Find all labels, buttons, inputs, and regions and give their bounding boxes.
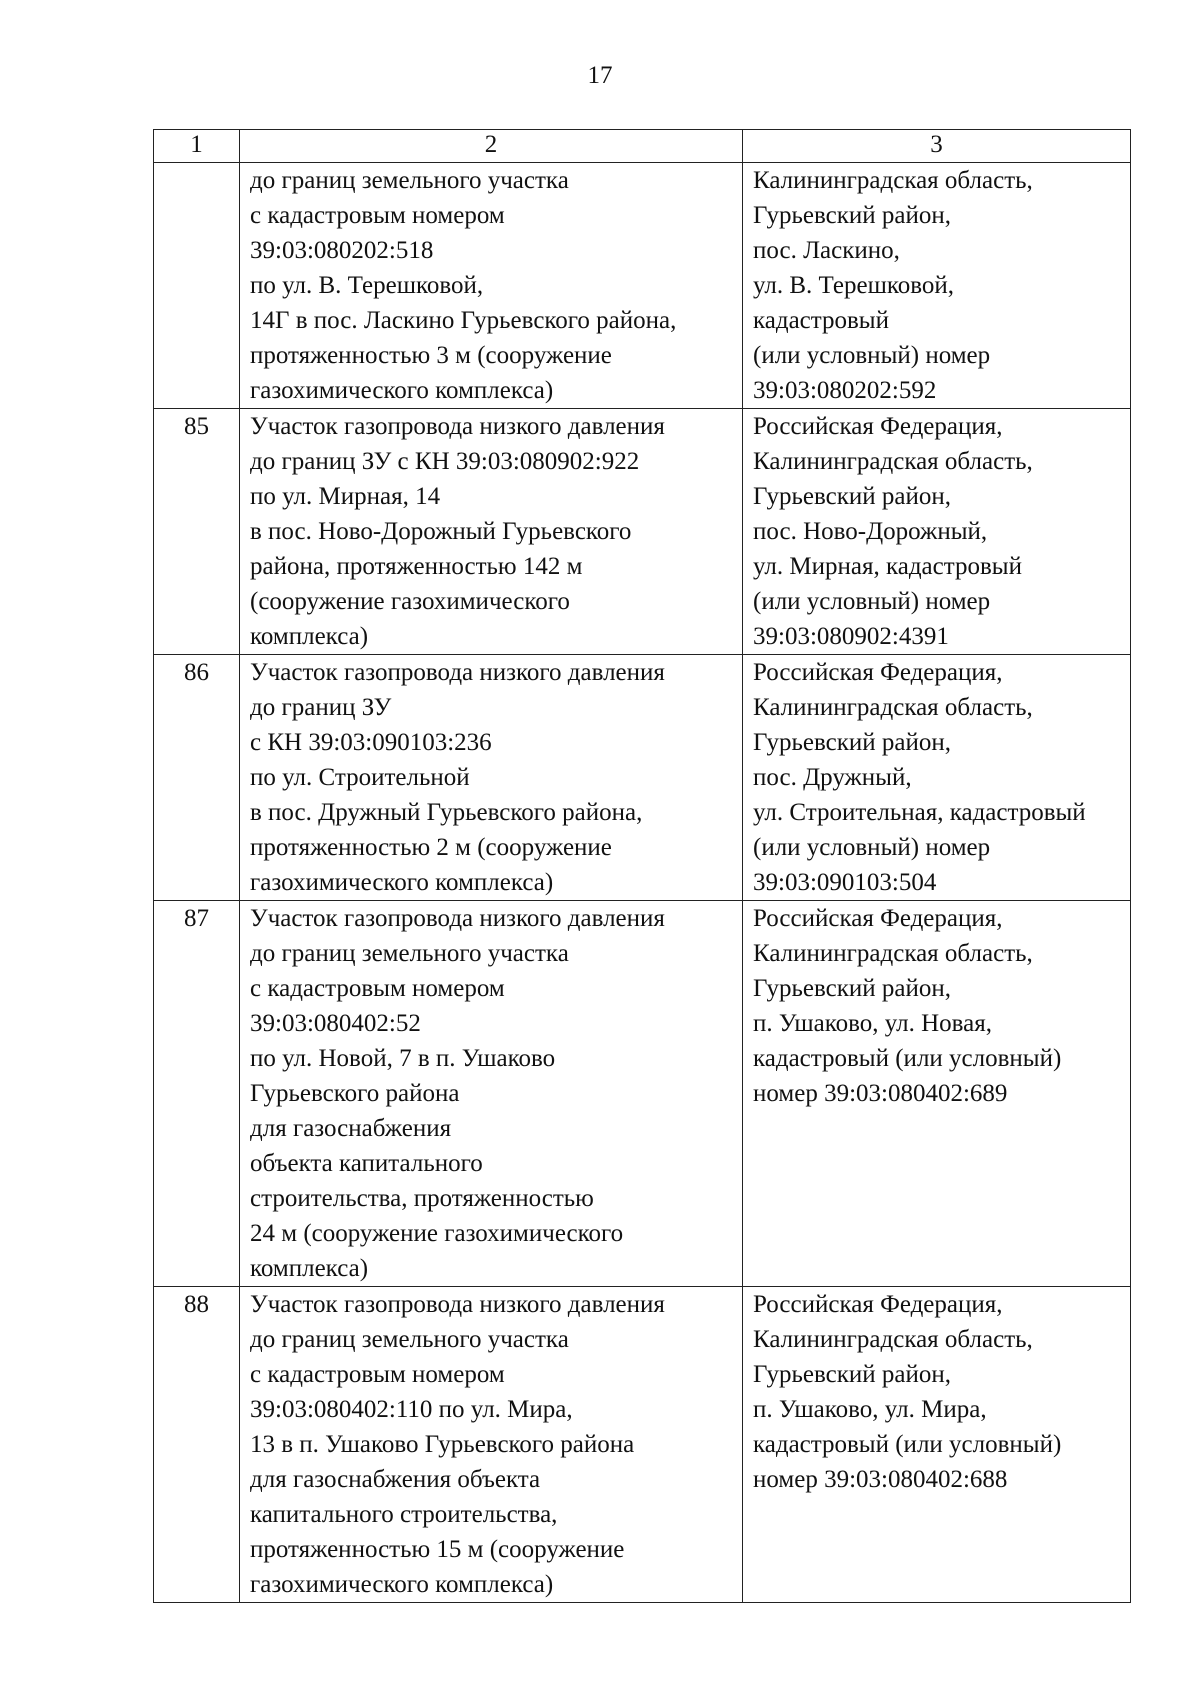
object-description <box>240 1287 743 1603</box>
description-line: с кадастровым номером <box>250 202 505 229</box>
description-line: до границ ЗУ <box>250 694 392 721</box>
address-line: кадастровый <box>753 307 889 334</box>
object-address <box>743 901 1131 1287</box>
description-line: 13 в п. Ушаково Гурьевского района <box>250 1431 635 1458</box>
object-address <box>743 409 1131 655</box>
object-address <box>743 1287 1131 1603</box>
description-line: по ул. Новой, 7 в п. Ушаково <box>250 1045 556 1072</box>
address-line: 39:03:080202:592 <box>753 377 937 404</box>
description-line: Участок газопровода низкого давления <box>250 659 665 686</box>
header-row <box>154 130 1131 163</box>
description-line: 39:03:080402:52 <box>250 1010 421 1037</box>
address-line: Калининградская область, <box>753 167 1033 194</box>
description-line: капитального строительства, <box>250 1501 558 1528</box>
address-line: кадастровый (или условный) <box>753 1045 1062 1072</box>
object-description <box>240 901 743 1287</box>
description-line: по ул. Строительной <box>250 764 470 791</box>
description-line: Участок газопровода низкого давления <box>250 413 665 440</box>
address-line: Российская Федерация, <box>753 413 1003 440</box>
row-number: 85 <box>154 409 240 655</box>
description-line: по ул. В. Терешковой, <box>250 272 484 299</box>
description-line: объекта капитального <box>250 1150 483 1177</box>
table-row <box>154 901 1131 1287</box>
table-body <box>154 163 1131 1603</box>
column-header-3: 3 <box>743 130 1131 163</box>
description-line: газохимического комплекса) <box>250 377 554 404</box>
object-description <box>240 409 743 655</box>
description-line: в пос. Ново-Дорожный Гурьевского <box>250 518 632 545</box>
object-description <box>240 655 743 901</box>
address-line: Калининградская область, <box>753 448 1033 475</box>
object-address <box>743 163 1131 409</box>
address-line: 39:03:080902:4391 <box>753 623 949 650</box>
description-line: Участок газопровода низкого давления <box>250 1291 665 1318</box>
address-line: Калининградская область, <box>753 1326 1033 1353</box>
address-line: Гурьевский район, <box>753 1361 952 1388</box>
description-line: с КН 39:03:090103:236 <box>250 729 492 756</box>
description-line: 24 м (сооружение газохимического <box>250 1220 624 1247</box>
address-line: п. Ушаково, ул. Новая, <box>753 1010 992 1037</box>
description-line: комплекса) <box>250 623 369 650</box>
column-header-1: 1 <box>154 130 240 163</box>
address-line: (или условный) номер <box>753 342 991 369</box>
description-line: с кадастровым номером <box>250 1361 505 1388</box>
row-number <box>154 163 240 409</box>
address-line: Гурьевский район, <box>753 729 952 756</box>
table-header <box>154 130 1131 163</box>
description-line: комплекса) <box>250 1255 369 1282</box>
column-header-2: 2 <box>240 130 743 163</box>
address-line: (или условный) номер <box>753 834 991 861</box>
object-description <box>240 163 743 409</box>
register-table <box>153 129 1131 1603</box>
address-line: п. Ушаково, ул. Мира, <box>753 1396 987 1423</box>
address-line: Гурьевский район, <box>753 483 952 510</box>
address-line: пос. Дружный, <box>753 764 912 791</box>
object-address <box>743 655 1131 901</box>
address-line: Гурьевский район, <box>753 975 952 1002</box>
description-line: до границ земельного участка <box>250 940 569 967</box>
address-line: пос. Ласкино, <box>753 237 900 264</box>
table-row <box>154 1287 1131 1603</box>
description-line: Гурьевского района <box>250 1080 460 1107</box>
description-line: в пос. Дружный Гурьевского района, <box>250 799 643 826</box>
description-line: с кадастровым номером <box>250 975 505 1002</box>
address-line: Гурьевский район, <box>753 202 952 229</box>
description-line: 14Г в пос. Ласкино Гурьевского района, <box>250 307 677 334</box>
address-line: Российская Федерация, <box>753 1291 1003 1318</box>
description-line: для газоснабжения объекта <box>250 1466 541 1493</box>
table-row <box>154 163 1131 409</box>
description-line: протяженностью 2 м (сооружение <box>250 834 612 861</box>
row-number: 88 <box>154 1287 240 1603</box>
address-line: ул. В. Терешковой, <box>753 272 954 299</box>
description-line: до границ земельного участка <box>250 1326 569 1353</box>
description-line: строительства, протяженностью <box>250 1185 594 1212</box>
row-number: 87 <box>154 901 240 1287</box>
description-line: района, протяженностью 142 м <box>250 553 583 580</box>
address-line: Калининградская область, <box>753 940 1033 967</box>
address-line: пос. Ново-Дорожный, <box>753 518 988 545</box>
address-line: Российская Федерация, <box>753 659 1003 686</box>
address-line: номер 39:03:080402:688 <box>753 1466 1008 1493</box>
description-line: 39:03:080402:110 по ул. Мира, <box>250 1396 573 1423</box>
description-line: для газоснабжения <box>250 1115 452 1142</box>
description-line: 39:03:080202:518 <box>250 237 434 264</box>
row-number: 86 <box>154 655 240 901</box>
address-line: 39:03:090103:504 <box>753 869 937 896</box>
description-line: протяженностью 3 м (сооружение <box>250 342 612 369</box>
table-row <box>154 655 1131 901</box>
table-row <box>154 409 1131 655</box>
address-line: кадастровый (или условный) <box>753 1431 1062 1458</box>
page-number: 17 <box>587 62 613 89</box>
description-line: Участок газопровода низкого давления <box>250 905 665 932</box>
description-line: газохимического комплекса) <box>250 1571 554 1598</box>
description-line: до границ ЗУ с КН 39:03:080902:922 <box>250 448 640 475</box>
address-line: номер 39:03:080402:689 <box>753 1080 1008 1107</box>
address-line: ул. Строительная, кадастровый <box>753 799 1086 826</box>
address-line: Калининградская область, <box>753 694 1033 721</box>
description-line: протяженностью 15 м (сооружение <box>250 1536 625 1563</box>
description-line: (сооружение газохимического <box>250 588 570 615</box>
description-line: газохимического комплекса) <box>250 869 554 896</box>
address-line: ул. Мирная, кадастровый <box>753 553 1022 580</box>
description-line: до границ земельного участка <box>250 167 569 194</box>
description-line: по ул. Мирная, 14 <box>250 483 441 510</box>
address-line: Российская Федерация, <box>753 905 1003 932</box>
address-line: (или условный) номер <box>753 588 991 615</box>
